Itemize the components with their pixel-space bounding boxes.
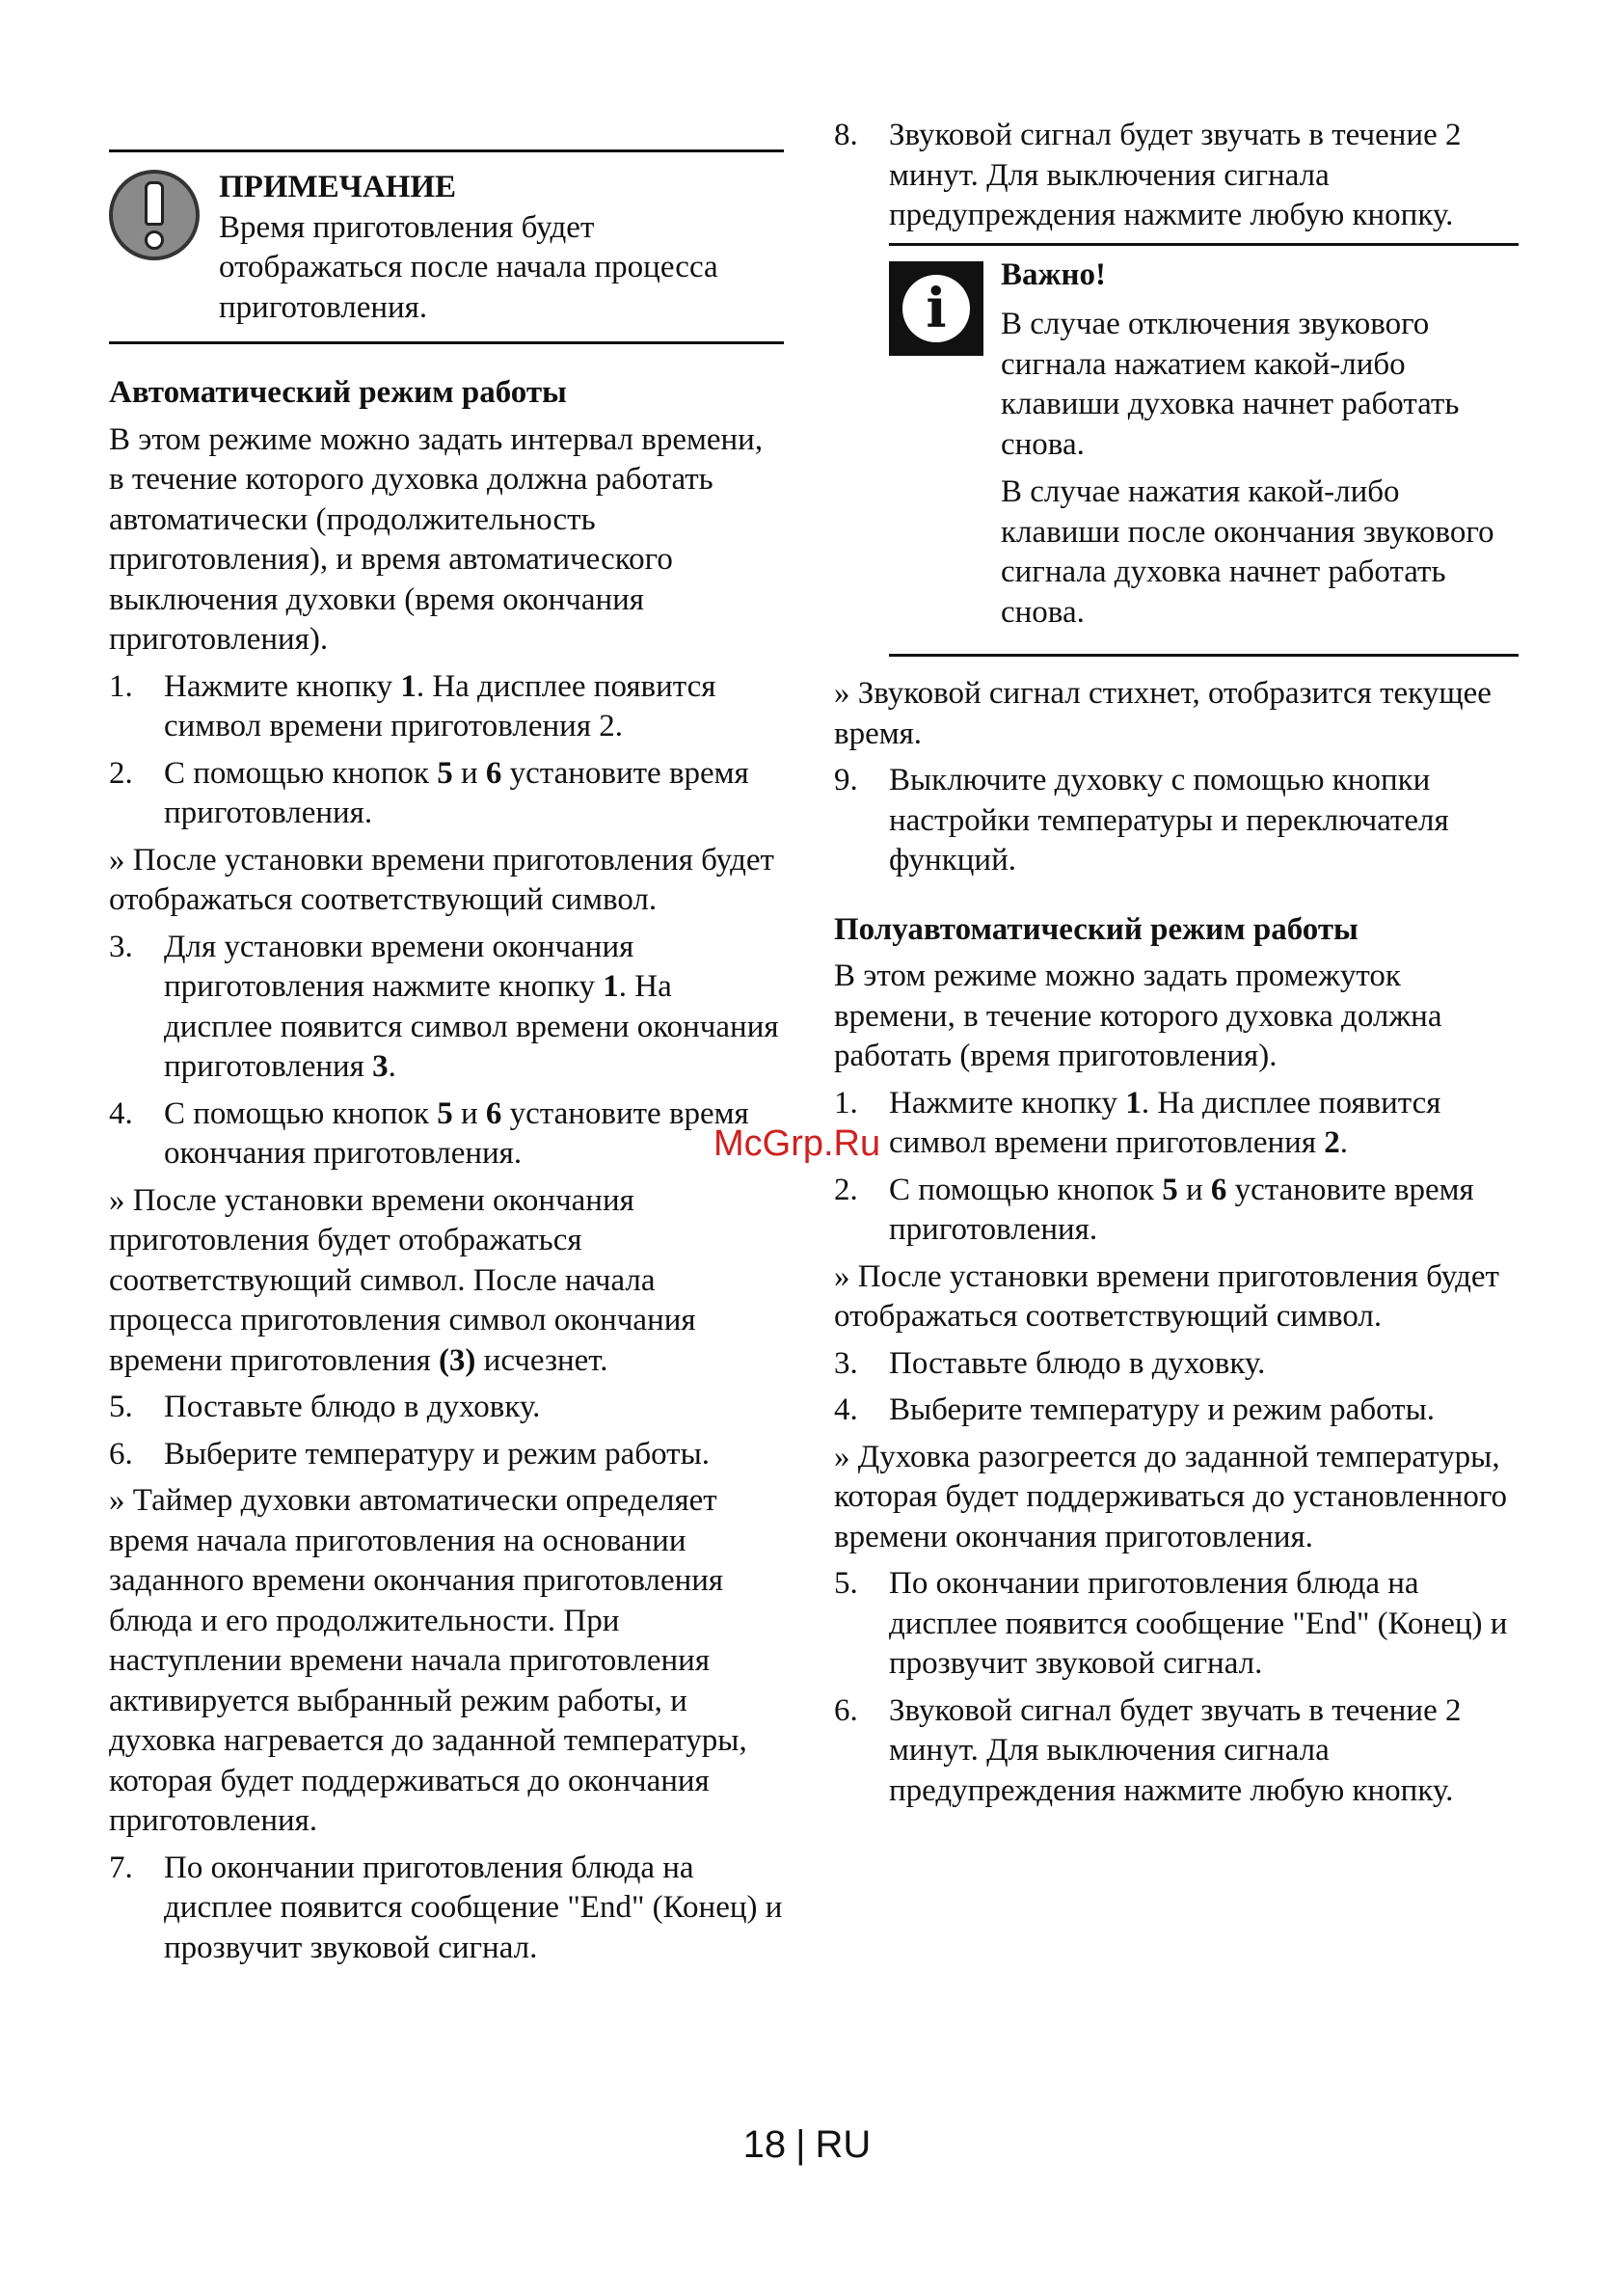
step-text: Звуковой сигнал будет звучать в течение 2 минут. Для выключения сигнала предупреждения нажмите любую кнопку. bbox=[889, 118, 1462, 232]
step-text: С помощью кнопок 5 и 6 установите время приготовления. bbox=[889, 1172, 1474, 1247]
semi-step-4 bbox=[834, 1391, 1519, 1431]
step-text: Для установки времени окончания приготовления нажмите кнопку 1. На дисплее появится символ времени окончания приготовления 3. bbox=[164, 929, 779, 1084]
auto-result-4: » Звуковой сигнал стихнет, отобразится текущее время. bbox=[834, 676, 1492, 751]
semi-mode-heading: Полуавтоматический режим работы bbox=[834, 911, 1358, 947]
step-text: По окончании приготовления блюда на дисплее появится сообщение "End" (Конец) и прозвучит звуковой сигнал. bbox=[889, 1566, 1508, 1681]
semi-mode-intro: В этом режиме можно задать промежуток времени, в течение которого духовка должна работать (время приготовления). bbox=[834, 959, 1442, 1073]
auto-step-5 bbox=[109, 1388, 784, 1428]
step-number: 5. bbox=[834, 1566, 858, 1601]
step-text: Поставьте блюдо в духовку. bbox=[164, 1390, 541, 1424]
exclamation-icon bbox=[109, 170, 200, 260]
step-text: По окончании приготовления блюда на дисплее появится сообщение "End" (Конец) и прозвучит звуковой сигнал. bbox=[164, 1850, 783, 1965]
step-number: 6. bbox=[109, 1436, 133, 1472]
important-text bbox=[1001, 256, 1519, 641]
auto-step-1 bbox=[109, 667, 784, 747]
page-number: 18 bbox=[742, 2123, 787, 2166]
step-number: 1. bbox=[834, 1085, 858, 1121]
semi-step-5 bbox=[834, 1564, 1519, 1685]
auto-result-2: » После установки времени окончания приготовления будет отображаться соответствующий символ. После начала процесса приготовления символ окончания времени приготовления (3) исчезнет. bbox=[109, 1182, 696, 1378]
step-number: 3. bbox=[834, 1345, 858, 1381]
language-code: RU bbox=[815, 2123, 872, 2166]
step-text: Выключите духовку с помощью кнопки настройки температуры и переключателя функций. bbox=[889, 763, 1449, 878]
step-text: Нажмите кнопку 1. На дисплее появится символ времени приготовления 2. bbox=[164, 668, 716, 743]
semi-step-2 bbox=[834, 1171, 1519, 1251]
step-number: 4. bbox=[109, 1095, 133, 1131]
auto-step-3 bbox=[109, 928, 784, 1088]
left-column bbox=[109, 116, 784, 1975]
auto-step-6 bbox=[109, 1435, 784, 1475]
auto-step-7 bbox=[109, 1849, 784, 1969]
auto-mode-intro: В этом режиме можно задать интервал времени, в течение которого духовка должна работать автоматически (продолжительность приготовления), и время автоматического выключения духовки (время окончания приготовления). bbox=[109, 421, 764, 657]
step-number: 6. bbox=[834, 1692, 858, 1728]
important-box bbox=[889, 243, 1519, 658]
step-number: 4. bbox=[834, 1392, 858, 1427]
note-title: ПРИМЕЧАНИЕ bbox=[219, 170, 457, 204]
step-number: 9. bbox=[834, 763, 858, 797]
semi-result-1: » После установки времени приготовления будет отображаться соответствующий символ. bbox=[834, 1258, 1499, 1334]
step-text: С помощью кнопок 5 и 6 установите время приготовления. bbox=[164, 755, 749, 830]
step-text: Поставьте блюдо в духовку. bbox=[889, 1345, 1266, 1381]
auto-step-9 bbox=[834, 761, 1519, 881]
important-paragraph-1: В случае отключения звукового сигнала нажатием какой-либо клавиши духовка начнет работать снова. bbox=[1001, 307, 1460, 462]
note-box bbox=[109, 149, 784, 344]
semi-step-1 bbox=[834, 1084, 1519, 1164]
step-text: Нажмите кнопку 1. На дисплее появится символ времени приготовления 2. bbox=[889, 1085, 1441, 1160]
semi-step-3 bbox=[834, 1344, 1519, 1385]
step-number: 3. bbox=[109, 929, 133, 964]
auto-result-3: » Таймер духовки автоматически определяет время начала приготовления на основании заданного времени окончания приготовления блюда и его продолжительности. При наступлении времени начала приготовления активируется выбранный режим работы, и духовка нагревается до заданной температуры, которая будет поддерживаться до окончания приготовления. bbox=[109, 1483, 747, 1838]
note-body: Время приготовления будет отображаться после начала процесса приготовления. bbox=[219, 209, 718, 325]
auto-step-4 bbox=[109, 1094, 784, 1175]
info-icon: i bbox=[889, 261, 983, 356]
step-number: 2. bbox=[834, 1172, 858, 1207]
step-number: 7. bbox=[109, 1850, 133, 1885]
auto-step-2 bbox=[109, 754, 784, 834]
step-number: 5. bbox=[109, 1390, 133, 1424]
step-text: Звуковой сигнал будет звучать в течение 2 минут. Для выключения сигнала предупреждения нажмите любую кнопку. bbox=[889, 1692, 1462, 1808]
important-paragraph-2: В случае нажатия какой-либо клавиши после окончания звукового сигнала духовка начнет работать снова. bbox=[1001, 474, 1494, 630]
important-title: Важно! bbox=[1001, 257, 1106, 292]
step-text: Выберите температуру и режим работы. bbox=[889, 1392, 1436, 1427]
watermark: McGrp.Ru bbox=[713, 1123, 881, 1164]
auto-mode-heading: Автоматический режим работы bbox=[109, 375, 567, 410]
note-text bbox=[219, 168, 784, 328]
step-number: 1. bbox=[109, 668, 133, 704]
footer-separator: | bbox=[795, 2123, 806, 2166]
page-footer bbox=[0, 2123, 1614, 2167]
step-text: Выберите температуру и режим работы. bbox=[164, 1436, 711, 1472]
step-number: 8. bbox=[834, 118, 858, 152]
step-text: С помощью кнопок 5 и 6 установите время окончания приготовления. bbox=[164, 1095, 749, 1171]
semi-step-6 bbox=[834, 1691, 1519, 1812]
semi-result-2: » Духовка разогреется до заданной температуры, которая будет поддерживаться до установленного времени окончания приготовления. bbox=[834, 1439, 1508, 1554]
right-column bbox=[834, 116, 1519, 1818]
step-number: 2. bbox=[109, 755, 133, 791]
auto-result-1: » После установки времени приготовления будет отображаться соответствующий символ. bbox=[109, 842, 774, 917]
auto-step-8 bbox=[834, 116, 1519, 236]
